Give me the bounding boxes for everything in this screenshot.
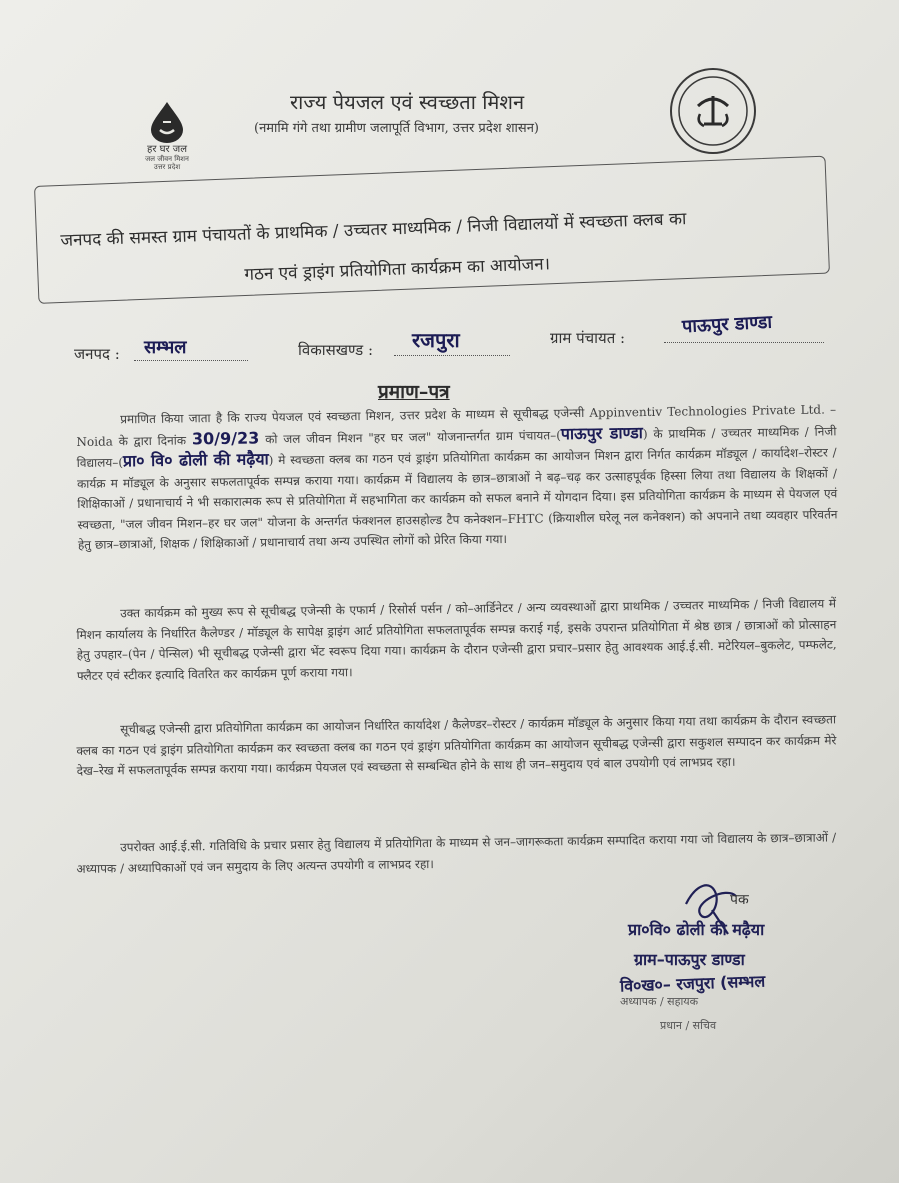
janpad-dotted-line (134, 360, 248, 361)
seal-emblem-icon (668, 66, 758, 156)
har-ghar-jal-logo (132, 100, 202, 180)
para1-text-1: प्रमाणित किया जाता है कि राज्य पेयजल एवं स्वच्छता मिशन, उत्तर प्रदेश के माध्यम से सूचीबद्ध एजेन्सी Appinventiv Technologies Private Ltd. – Noida के द्वारा दिनांक (76, 402, 837, 449)
logo-tag-3: उत्तर प्रदेश (153, 163, 181, 171)
para3-text: सूचीबद्ध एजेन्सी द्वारा प्रतियोगिता कार्यक्रम का आयोजन निर्धारित कार्यादेश / कैलेण्डर–रोस्टर / कार्यक्रम मॉड्यूल के अनुसार किया गया तथा कार्यक्रम के दौरान स्वच्छता क्लब का गठन एवं ड्राइंग प्रतियोगिता कार्यक्रम कर स्वच्छता क्लब का गठन एवं ड्राइंग प्रतियोगिता कार्यक्रम का आयोजन सूचीबद्ध एजेन्सी द्वारा सकुशल सम्पादन कर कार्यक्रम मेरे देख–रेख में सफलतापूर्वक सम्पन्न कराया गया। कार्यक्रम पेयजल एवं स्वच्छता से सम्बन्धित होने के साथ ही जन–समुदाय एवं बाल उपयोगी एवं लाभप्रद रहा। (76, 712, 837, 778)
signatory-role-suffix: पक (730, 892, 749, 908)
certificate-paragraph-2 (76, 593, 837, 686)
para2-text: उक्त कार्यक्रम को मुख्य रूप से सूचीबद्ध एजेन्सी के एफार्म / रिसोर्स पर्सन / को–आर्डिनेटर / अन्य व्यवस्थाओं द्वारा प्राथमिक / उच्चतर माध्यमिक / निजी विद्यालय में मिशन कार्यालय के निर्धारित कैलेण्डर / मॉड्यूल के सापेक्ष ड्राइंग आर्ट प्रतियोगिता सफलतापूर्वक सम्पन्न कराई गई, इसके उपरान्त प्रतियोगिता में श्रेष्ठ छात्र / छात्राओं को प्रोत्साहन हेतु उपहार–(पेन / पेन्सिल) भी सूचीबद्ध एजेन्सी द्वारा भेंट स्वरूप दिया गया। कार्यक्रम के दौरान एजेन्सी द्वारा प्रचार–प्रसार हेतु आवश्यक आई.ई.सी. मटेरियल–बुकलेट, पम्फलेट, फ्लैटर एवं स्टीकर इत्यादि वितरित कर कार्यक्रम पूर्ण कराया गया। (76, 596, 837, 683)
para1-text-3: ) के प्राथमिक / उच्चतर माध्यमिक / निजी विद्यालय–( (76, 423, 837, 470)
para1-text-2: को जल जीवन मिशन "हर घर जल" योजनान्तर्गत ग्राम पंचायत–( (265, 427, 561, 446)
subject-line-1: जनपद की समस्त ग्राम पंचायतों के प्राथमिक / उच्चतर माध्यमिक / निजी विद्यालयों में स्वच्छता क्लब का (60, 209, 687, 251)
mission-subtitle: (नमामि गंगे तथा ग्रामीण जलापूर्ति विभाग, उत्तर प्रदेश शासन) (254, 121, 539, 136)
certificate-paragraph-1 (76, 399, 838, 555)
block-value: रजपुरा (412, 328, 460, 352)
mission-title: राज्य पेयजल एवं स्वच्छता मिशन (290, 90, 525, 114)
signatory-office: प्रधान / सचिव (660, 1019, 717, 1032)
up-government-seal (668, 66, 758, 156)
para1-gram-panchayat: पाऊपुर डाण्डा (560, 422, 643, 443)
logo-tag-2: जल जीवन मिशन (145, 155, 189, 163)
gram-panchayat-label: ग्राम पंचायत : (550, 329, 626, 347)
para4-text: उपरोक्त आई.ई.सी. गतिविधि के प्रचार प्रसार हेतु विद्यालय में प्रतियोगिता के माध्यम से जन–जागरूकता कार्यक्रम सम्पादित कराया गया जो विद्यालय के छात्र–छात्राओं / अध्यापक / अध्यापिकाओं एवं जन समुदाय के लिए अत्यन्त उपयोगी व लाभप्रद रहा। (76, 830, 837, 876)
certificate-title: प्रमाण–पत्र (378, 381, 450, 403)
stamp-line-2: ग्राम–पाऊपुर डाण्डा (634, 950, 745, 969)
certificate-paragraph-4 (76, 827, 836, 879)
janpad-value: सम्भल (144, 337, 187, 358)
gram-panchayat-dotted-line (664, 342, 824, 343)
school-name: प्रा० वि० ढोली की मढ़ैया (122, 449, 269, 471)
para1-text-4: ) मे स्वच्छता क्लब का गठन एवं ड्राइंग प्रतियोगिता कार्यक्रम का आयोजन मिशन द्वारा निर्गत कार्यक्रम मॉड्यूल / कार्यादेश–रोस्टर / कार्यक्र म मॉड्यूल के अनुसार सफलतापूर्वक सम्पन्न कराया गया। कार्यक्रम में विद्यालय के छात्र–छात्राओं ने बढ़–चढ़ कर उत्साहपूर्वक हिस्सा लिया तथा विद्यालय के शिक्षकों / शिक्षिकाओं / प्रधानाचार्य ने भी सकारात्मक रूप से प्रतियोगिता में सहभागिता कर कार्यक्रम को सफल बनाने में योगदान दिया। इस प्रतियोगिता कार्यक्रम के माध्यम से पेयजल एवं स्वच्छता, "जल जीवन मिशन–हर घर जल" योजना के अन्तर्गत फंक्शनल हाउसहोल्ड टैप कनेक्शन–FHTC (क्रियाशील घरेलू नल कनेक्शन) को अपनाने तथा व्यवहार परिवर्तन हेतु छात्र–छात्राओं, शिक्षक / शिक्षिकाओं / प्रधानाचार्य तथा अन्य उपस्थित लोगों को प्रेरित किया गया। (76, 445, 838, 552)
janpad-label: जनपद : (74, 345, 120, 363)
stamp-line-1: प्रा०वि० ढोली की मढ़ैया (628, 920, 765, 939)
block-label: विकासखण्ड : (298, 341, 374, 359)
subject-line-2: गठन एवं ड्राइंग प्रतियोगिता कार्यक्रम का आयोजन। (244, 254, 551, 285)
water-drop-icon (147, 100, 187, 144)
logo-tag: हर घर जल (147, 144, 187, 155)
gram-panchayat-value: पाऊपुर डाण्डा (681, 311, 773, 338)
signatory-role: अध्यापक / सहायक (620, 995, 699, 1008)
certificate-paragraph-3 (76, 709, 837, 781)
program-date: 30/9/23 (191, 427, 260, 448)
stamp-line-3: वि०ख०– रजपुरा (सम्भल (619, 971, 766, 996)
block-dotted-line (394, 355, 510, 356)
